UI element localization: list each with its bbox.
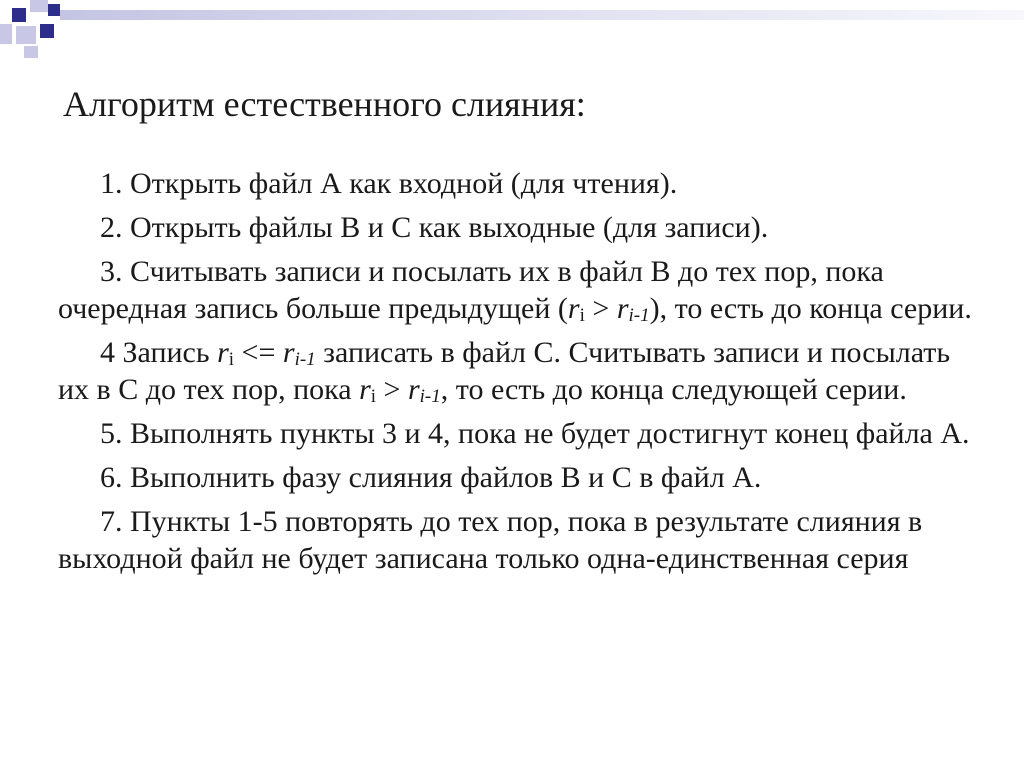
variable-r-i: $r_i$ — [359, 373, 377, 407]
variable-r-i-minus-1: $r_{i-1}$ — [407, 373, 441, 407]
list-item: 6. Выполнить фазу слияния файлов В и С в файл А. — [100, 461, 762, 494]
corner-square-decoration — [40, 24, 54, 38]
list-item: 2. Открыть файлы В и С как выходные (для записи). — [100, 211, 769, 244]
slide-title: Алгоритм естественного слияния: — [63, 84, 586, 124]
slide-body — [58, 165, 978, 584]
corner-square-decoration — [24, 46, 38, 58]
corner-square-decoration — [16, 26, 36, 44]
variable-r-i-minus-1: $r_{i-1}$ — [282, 336, 316, 370]
corner-square-decoration — [30, 0, 48, 12]
corner-square-decoration — [0, 24, 12, 44]
list-item: 4 Запись $r_i <= r_{i-1}$ записать в файл С. Считывать записи и посылать их в С до тех пор, пока $r_i > r_{i-1}$, то есть до конца следующей серии. — [58, 336, 951, 407]
list-item: 1. Открыть файл А как входной (для чтения). — [100, 167, 678, 200]
list-item: 3. Считывать записи и посылать их в файл В до тех пор, пока очередная запись больше предыдущей $(r_i > r_{i-1})$, то есть до конца серии. — [58, 255, 972, 326]
variable-r-i: $r_i$ — [217, 336, 235, 370]
top-bar-decoration — [60, 10, 1024, 20]
corner-square-decoration — [12, 8, 26, 22]
list-item: 7. Пункты 1-5 повторять до тех пор, пока в результате слияния в выходной файл не будет записана только одна-единственная серия — [58, 505, 923, 575]
variable-r-i: $r_i$ — [567, 292, 585, 326]
variable-r-i-minus-1: $r_{i-1}$ — [616, 292, 650, 326]
corner-square-decoration — [48, 4, 60, 16]
list-item: 5. Выполнять пункты 3 и 4, пока не будет достигнут конец файла А. — [100, 417, 970, 450]
